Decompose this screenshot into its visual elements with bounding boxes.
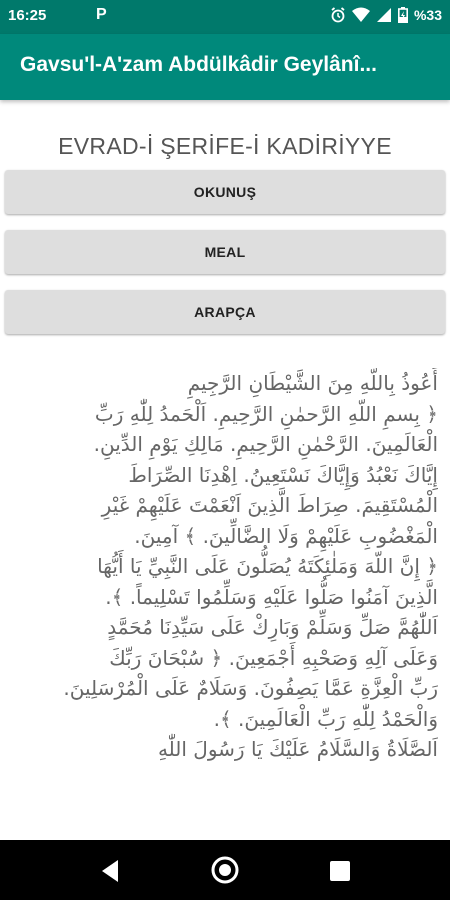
- arabic-line: الْمَغْضُوبِ عَلَيْهِمْ وَلَا الضَّالِّينَ. ﴾ آمِينَ.: [134, 523, 438, 548]
- arabic-text-body: [14, 368, 438, 840]
- battery-percent: %33: [413, 7, 442, 23]
- arabic-line: اَلصَّلَاةُ وَالسَّلَامُ عَلَيْكَ يَا رَسُولَ اللّٰهِ: [157, 737, 438, 761]
- arabic-line: رَبِّ الْعِزَّةِ عَمَّا يَصِفُونَ. وَسَلَامٌ عَلَى الْمُرْسَلِينَ.: [63, 676, 438, 700]
- arabic-line: أَعُوذُ بِاللَّهِ مِنَ الشَّيْطَانِ الرَّجِيمِ: [187, 371, 438, 395]
- back-icon[interactable]: [98, 858, 122, 884]
- meal-button[interactable]: MEAL: [5, 230, 445, 274]
- status-bar: [0, 0, 450, 34]
- signal-icon: [376, 7, 392, 23]
- arabic-line: ﴿ بِسمِ اللّهِ الرَّحمٰنِ الرَّحِيمِ. اَلْحَمدُ لِلّٰهِ رَبِّ: [94, 401, 438, 426]
- status-icons: [330, 7, 442, 23]
- arapca-button[interactable]: ARAPÇA: [5, 290, 445, 334]
- arabic-line: ﴿ إِنَّ اللّهَ وَمَلٰئِكَتَهُ يُصَلُّونَ عَلَى النَّبِيِّ يَا أَيُّهَا: [97, 554, 438, 578]
- recent-apps-icon[interactable]: [329, 860, 351, 882]
- notification-p-icon: P: [96, 6, 107, 23]
- arabic-line: إِيَّاكَ نَعْبُدُ وَإِيَّاكَ نَسْتَعِينُ. اِهْدِنَا الصِّرَاطَ: [128, 462, 438, 487]
- app-title: Gavsu'l-A'zam Abdülkâdir Geylânî...: [20, 53, 377, 76]
- wifi-icon: [352, 7, 370, 23]
- arabic-line: وَعَلَى آلِهِ وَصَحْبِهِ أَجْمَعِينَ. ﴿ سُبْحَانَ رَبِّكَ: [109, 645, 438, 670]
- arabic-line: الَّذِينَ آمَنُوا صَلُّوا عَلَيْهِ وَسَلِّمُوا تَسْلِيماً. ﴾.: [105, 584, 438, 609]
- arabic-line: الْعَالَمِينَ. الرَّحْمٰنِ الرَّحِيمِ. مَالِكِ يَوْمِ الدِّينِ.: [93, 432, 438, 456]
- okunus-button[interactable]: OKUNUŞ: [5, 170, 445, 214]
- battery-charging-icon: [398, 7, 408, 23]
- navigation-bar: [0, 840, 450, 900]
- arabic-line: اَللّٰهُمَّ صَلِّ وَسَلِّمْ وَبَارِكْ عَلَى سَيِّدِنَا مُحَمَّدٍ: [107, 615, 438, 639]
- status-time: 16:25: [8, 7, 47, 24]
- arabic-line: الْمُسْتَقِيمَ. صِرَاطَ الَّذِينَ اَنْعَمْتَ عَلَيْهِمْ غَيْرِ: [101, 493, 438, 517]
- page-title: EVRAD-İ ŞERİFE-İ KADİRİYYE: [58, 133, 392, 159]
- app-bar: [0, 34, 450, 100]
- alarm-icon: [330, 7, 346, 23]
- home-icon[interactable]: [210, 855, 240, 885]
- arabic-line: وَالْحَمْدُ لِلّٰهِ رَبِّ الْعَالَمِينَ. ﴾.: [213, 706, 438, 731]
